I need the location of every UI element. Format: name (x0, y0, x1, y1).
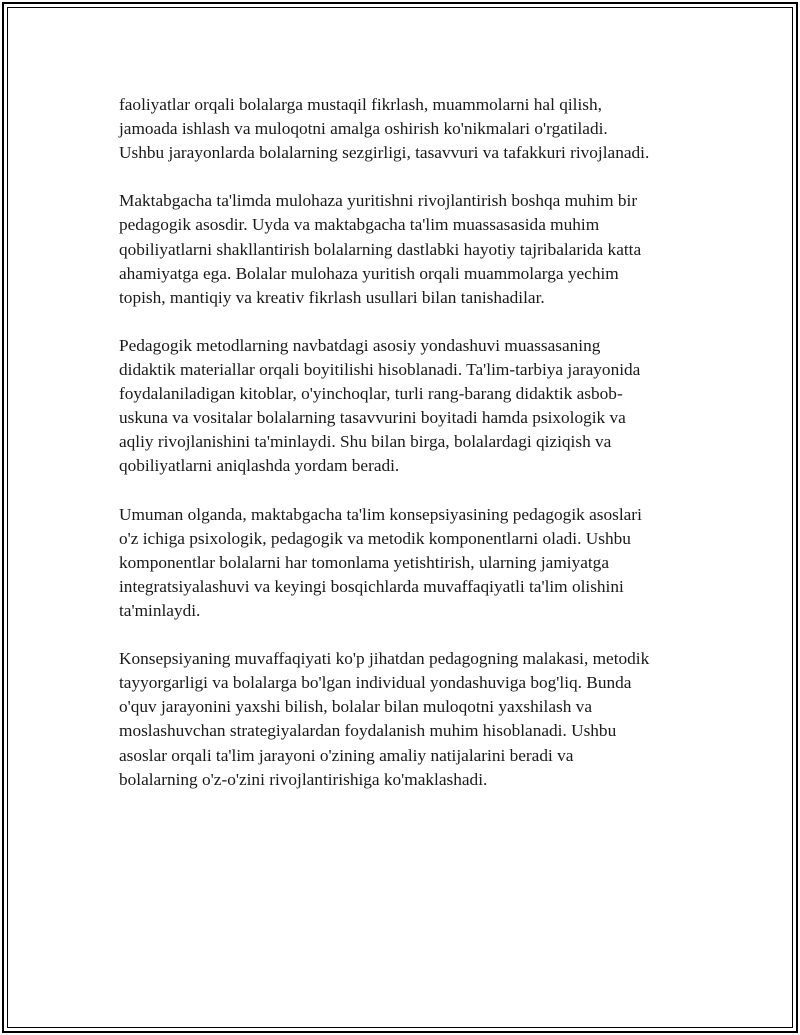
text-line: ahamiyatga ega. Bolalar mulohaza yuritish orqali muammolarga yechim (119, 263, 619, 283)
paragraph-2 (119, 189, 659, 309)
text-line: aqliy rivojlanishini ta'minlaydi. Shu bilan birga, bolalardagi qiziqish va (119, 432, 612, 452)
text-line: integratsiyalashuvi va keyingi bosqichlarda muvaffaqiyatli ta'lim olishini (119, 576, 624, 596)
text-line: qobiliyatlarni shakllantirish bolalarning dastlabki hayotiy tajribalarida katta (119, 239, 642, 259)
text-line: o'quv jarayonini yaxshi bilish, bolalar bilan muloqotni yaxshilash va (119, 697, 592, 717)
text-line: topish, mantiqiy va kreativ fikrlash usullari bilan tanishadilar. (119, 287, 545, 307)
text-line: Pedagogik metodlarning navbatdagi asosiy yondashuvi muassasaning (119, 335, 601, 355)
text-line: qobiliyatlarni aniqlashda yordam beradi. (119, 456, 400, 476)
text-line: Ushbu jarayonlarda bolalarning sezgirligi, tasavvuri va tafakkuri rivojlanadi. (119, 143, 650, 163)
text-line: foydalaniladigan kitoblar, o'yinchoqlar, turli rang-barang didaktik asbob- (119, 384, 623, 404)
text-line: jamoada ishlash va muloqotni amalga oshirish ko'nikmalari o'rgatiladi. (119, 119, 608, 139)
text-line: faoliyatlar orqali bolalarga mustaqil fikrlash, muammolarni hal qilish, (119, 95, 602, 114)
paragraph-4 (119, 503, 659, 623)
paragraph-3 (119, 334, 659, 479)
text-line: komponentlar bolalarni har tomonlama yetishtirish, ularning jamiyatga (119, 552, 609, 572)
text-line: Umuman olganda, maktabgacha ta'lim konsepsiyasining pedagogik asoslari (119, 504, 642, 524)
text-line: asoslar orqali ta'lim jarayoni o'zining amaliy natijalarini beradi va (119, 745, 574, 765)
text-line: ta'minlaydi. (119, 600, 201, 620)
text-line: didaktik materiallar orqali boyitilishi hisoblanadi. Ta'lim-tarbiya jarayonida (119, 360, 641, 380)
text-line: Maktabgacha ta'limda mulohaza yuritishni rivojlantirish boshqa muhim bir (119, 191, 638, 211)
paragraph-5 (119, 647, 659, 792)
text-line: pedagogik asosdir. Uyda va maktabgacha ta'lim muassasasida muhim (119, 215, 600, 235)
paragraph-1 (119, 93, 659, 165)
text-line: bolalarning o'z-o'zini rivojlantirishiga ko'maklashadi. (119, 769, 488, 789)
text-line: tayyorgarligi va bolalarga bo'lgan individual yondashuviga bog'liq. Bunda (119, 673, 632, 693)
text-line: o'z ichiga psixologik, pedagogik va metodik komponentlarni oladi. Ushbu (119, 528, 631, 548)
text-line: uskuna va vositalar bolalarning tasavvurini boyitadi hamda psixologik va (119, 408, 626, 428)
text-line: Konsepsiyaning muvaffaqiyati ko'p jihatdan pedagogning malakasi, metodik (119, 649, 650, 669)
document-body (119, 93, 659, 816)
text-line: moslashuvchan strategiyalardan foydalanish muhim hisoblanadi. Ushbu (119, 721, 617, 741)
